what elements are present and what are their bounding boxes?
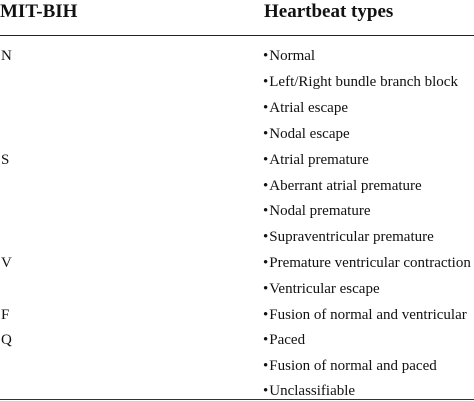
heartbeat-type-label: Ventricular escape [269,281,380,297]
heartbeat-type-label: Nodal premature [269,203,371,219]
bullet-icon: • [263,74,269,90]
heartbeat-type-label: Supraventricular premature [269,229,434,245]
table-header [0,0,474,36]
list-item [263,72,458,92]
heartbeat-type-label: Normal [269,48,316,64]
list-item [263,279,380,299]
bullet-icon: • [263,178,269,194]
list-item [263,227,434,247]
bullet-icon: • [263,332,269,348]
bullet-icon: • [263,281,269,297]
bullet-icon: • [263,203,269,219]
class-label-v: V [1,255,12,271]
bullet-icon: • [263,48,269,64]
bullet-icon: • [263,307,269,323]
heartbeat-type-label: Paced [269,332,306,348]
bullet-icon: • [263,100,269,116]
class-label-f: F [1,307,10,323]
list-item [263,150,369,170]
bullet-icon: • [263,152,269,168]
heartbeat-type-label: Atrial premature [269,152,369,168]
heartbeat-type-label: Fusion of normal and paced [269,358,437,374]
list-item [263,253,471,273]
heartbeat-type-label: Aberrant atrial premature [269,178,422,194]
heartbeat-type-label: Nodal escape [269,126,350,142]
class-label-n: N [1,48,12,64]
bullet-icon: • [263,358,269,374]
list-item [263,305,467,325]
heartbeat-type-label: Fusion of normal and ventricular [269,307,467,323]
list-item [263,124,350,144]
list-item [263,356,437,376]
list-item [263,98,348,118]
header-mit-bih: MIT-BIH [0,1,78,22]
header-heartbeat-types: Heartbeat types [264,1,394,22]
class-label-s: S [1,152,10,168]
bullet-icon: • [263,126,269,142]
heartbeat-type-label: Unclassifiable [269,383,356,399]
heartbeat-type-label: Premature ventricular contraction [269,255,471,271]
list-item [263,46,315,66]
bullet-icon: • [263,383,269,399]
heartbeat-type-label: Left/Right bundle branch block [269,74,458,90]
list-item [263,176,422,196]
list-item [263,381,355,401]
heartbeat-type-label: Atrial escape [269,100,348,116]
list-item [263,201,370,221]
list-item [263,330,305,350]
class-label-q: Q [1,332,12,348]
bullet-icon: • [263,255,269,271]
bullet-icon: • [263,229,269,245]
